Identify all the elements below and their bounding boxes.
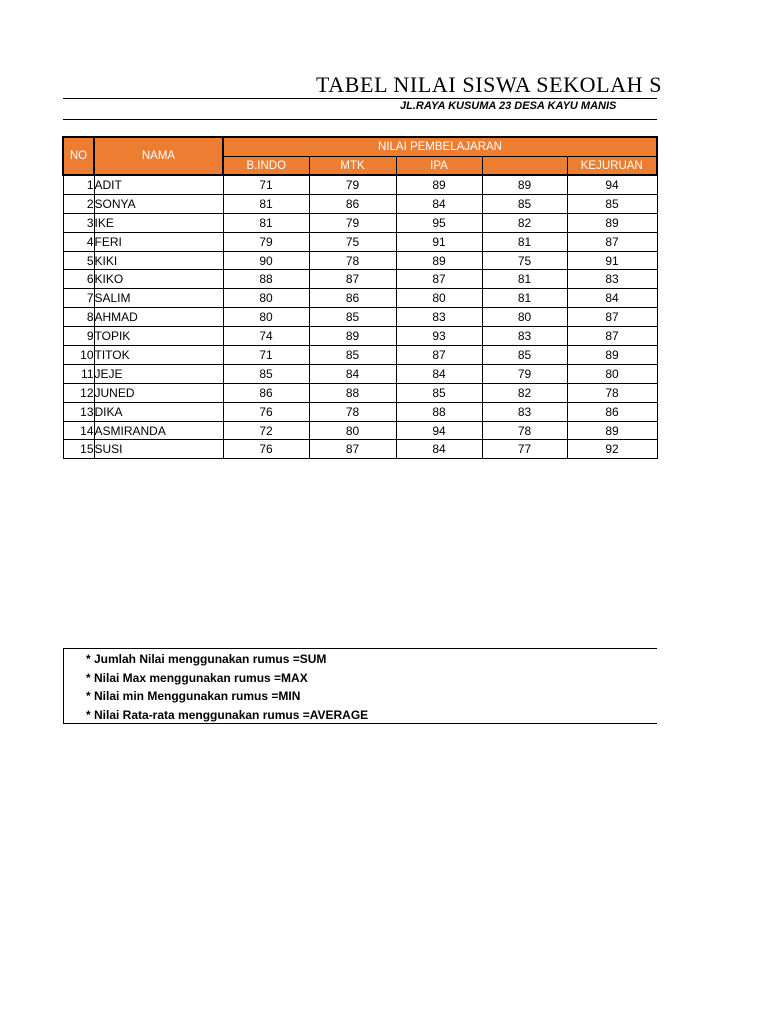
cell-nama[interactable]: JEJE — [94, 364, 223, 383]
cell-score[interactable]: 80 — [309, 421, 396, 440]
cell-nama[interactable]: ADIT — [94, 175, 223, 194]
cell-score[interactable]: 89 — [567, 346, 657, 365]
cell-no[interactable]: 13 — [63, 402, 94, 421]
cell-score[interactable]: 85 — [309, 308, 396, 327]
cell-nama[interactable]: IKE — [94, 213, 223, 232]
cell-score[interactable]: 80 — [223, 308, 309, 327]
cell-score[interactable]: 82 — [482, 383, 567, 402]
cell-score[interactable]: 87 — [567, 232, 657, 251]
table-row — [63, 213, 657, 232]
cell-score[interactable]: 88 — [223, 270, 309, 289]
formula-notes — [63, 648, 657, 724]
cell-no[interactable]: 8 — [63, 308, 94, 327]
cell-score[interactable]: 87 — [567, 327, 657, 346]
cell-score[interactable]: 83 — [567, 270, 657, 289]
cell-score[interactable]: 78 — [309, 402, 396, 421]
cell-score[interactable]: 78 — [482, 421, 567, 440]
grades-table — [62, 136, 658, 459]
cell-score[interactable]: 85 — [309, 346, 396, 365]
cell-score[interactable]: 78 — [309, 251, 396, 270]
note-sum: * Jumlah Nilai menggunakan rumus =SUM — [86, 652, 327, 666]
cell-no[interactable]: 10 — [63, 346, 94, 365]
cell-score[interactable]: 90 — [223, 251, 309, 270]
cell-nama[interactable]: JUNED — [94, 383, 223, 402]
cell-score[interactable]: 84 — [396, 440, 482, 459]
table-row — [63, 327, 657, 346]
cell-no[interactable]: 6 — [63, 270, 94, 289]
cell-score[interactable]: 93 — [396, 327, 482, 346]
cell-score[interactable]: 79 — [309, 175, 396, 194]
page-title: TABEL NILAI SISWA SEKOLAH S — [316, 72, 663, 97]
cell-score[interactable]: 89 — [567, 213, 657, 232]
cell-nama[interactable]: KIKO — [94, 270, 223, 289]
cell-score[interactable]: 95 — [396, 213, 482, 232]
cell-score[interactable]: 84 — [396, 194, 482, 213]
cell-score[interactable]: 80 — [567, 364, 657, 383]
cell-score[interactable]: 83 — [482, 327, 567, 346]
header-nama[interactable]: NAMA — [94, 137, 223, 175]
title-divider — [63, 98, 657, 99]
header-subject-bindo[interactable]: B.INDO — [223, 157, 309, 176]
table-row — [63, 289, 657, 308]
cell-score[interactable]: 81 — [223, 213, 309, 232]
cell-score[interactable]: 89 — [309, 327, 396, 346]
cell-score[interactable]: 87 — [396, 270, 482, 289]
table-row — [63, 175, 657, 194]
cell-score[interactable]: 75 — [309, 232, 396, 251]
cell-score[interactable]: 88 — [396, 402, 482, 421]
cell-score[interactable]: 81 — [482, 270, 567, 289]
header-nilai-pembelajaran[interactable]: NILAI PEMBELAJARAN — [223, 137, 657, 157]
cell-score[interactable]: 79 — [223, 232, 309, 251]
cell-no[interactable]: 15 — [63, 440, 94, 459]
cell-score[interactable]: 94 — [396, 421, 482, 440]
cell-score[interactable]: 84 — [396, 364, 482, 383]
cell-no[interactable]: 12 — [63, 383, 94, 402]
cell-score[interactable]: 81 — [482, 232, 567, 251]
cell-score[interactable]: 91 — [396, 232, 482, 251]
table-row — [63, 440, 657, 459]
note-max: * Nilai Max menggunakan rumus =MAX — [86, 670, 308, 685]
cell-no[interactable]: 14 — [63, 421, 94, 440]
cell-score[interactable]: 85 — [482, 346, 567, 365]
cell-score[interactable]: 89 — [396, 251, 482, 270]
table-row — [63, 194, 657, 213]
cell-score[interactable]: 81 — [482, 289, 567, 308]
cell-nama[interactable]: TOPIK — [94, 327, 223, 346]
header-no[interactable]: NO — [63, 137, 94, 175]
cell-nama[interactable]: DIKA — [94, 402, 223, 421]
cell-score[interactable]: 71 — [223, 346, 309, 365]
cell-score[interactable]: 92 — [567, 440, 657, 459]
cell-score[interactable]: 87 — [567, 308, 657, 327]
cell-score[interactable]: 87 — [309, 440, 396, 459]
cell-score[interactable]: 83 — [396, 308, 482, 327]
cell-no[interactable]: 11 — [63, 364, 94, 383]
cell-score[interactable]: 80 — [482, 308, 567, 327]
cell-nama[interactable]: SALIM — [94, 289, 223, 308]
cell-nama[interactable]: SUSI — [94, 440, 223, 459]
table-row — [63, 251, 657, 270]
cell-score[interactable]: 89 — [396, 175, 482, 194]
cell-score[interactable]: 85 — [567, 194, 657, 213]
school-address: JL.RAYA KUSUMA 23 DESA KAYU MANIS — [400, 100, 617, 112]
cell-no[interactable]: 7 — [63, 289, 94, 308]
cell-score[interactable]: 77 — [482, 440, 567, 459]
cell-score[interactable]: 85 — [482, 194, 567, 213]
cell-score[interactable]: 89 — [482, 175, 567, 194]
cell-score[interactable]: 87 — [309, 270, 396, 289]
cell-no[interactable]: 1 — [63, 175, 94, 194]
table-row — [63, 346, 657, 365]
header-subject-blank[interactable] — [482, 157, 567, 176]
cell-score[interactable]: 72 — [223, 421, 309, 440]
cell-score[interactable]: 82 — [482, 213, 567, 232]
cell-score[interactable]: 76 — [223, 440, 309, 459]
cell-score[interactable]: 78 — [567, 383, 657, 402]
cell-score[interactable]: 81 — [223, 194, 309, 213]
cell-score[interactable]: 86 — [309, 289, 396, 308]
header-subject-kejuruan[interactable]: KEJURUAN — [567, 157, 657, 176]
cell-score[interactable]: 71 — [223, 175, 309, 194]
cell-score[interactable]: 80 — [396, 289, 482, 308]
cell-score[interactable]: 85 — [223, 364, 309, 383]
table-row — [63, 364, 657, 383]
cell-nama[interactable]: KIKI — [94, 251, 223, 270]
cell-score[interactable]: 94 — [567, 175, 657, 194]
note-average: * Nilai Rata-rata menggunakan rumus =AVERAGE — [86, 707, 369, 722]
cell-nama[interactable]: ASMIRANDA — [94, 421, 223, 440]
cell-score[interactable]: 87 — [396, 346, 482, 365]
cell-nama[interactable]: SONYA — [94, 194, 223, 213]
cell-score[interactable]: 83 — [482, 402, 567, 421]
cell-nama[interactable]: AHMAD — [94, 308, 223, 327]
cell-score[interactable]: 74 — [223, 327, 309, 346]
cell-nama[interactable]: TITOK — [94, 346, 223, 365]
table-row — [63, 421, 657, 440]
cell-score[interactable]: 75 — [482, 251, 567, 270]
table-row — [63, 232, 657, 251]
cell-score[interactable]: 91 — [567, 251, 657, 270]
cell-score[interactable]: 88 — [309, 383, 396, 402]
cell-no[interactable]: 2 — [63, 194, 94, 213]
cell-score[interactable]: 86 — [567, 402, 657, 421]
cell-score[interactable]: 84 — [309, 364, 396, 383]
table-row — [63, 270, 657, 289]
header-subject-mtk[interactable]: MTK — [309, 157, 396, 176]
cell-no[interactable]: 3 — [63, 213, 94, 232]
cell-score[interactable]: 86 — [309, 194, 396, 213]
cell-score[interactable]: 85 — [396, 383, 482, 402]
cell-score[interactable]: 89 — [567, 421, 657, 440]
header-subject-ipa[interactable]: IPA — [396, 157, 482, 176]
table-row — [63, 383, 657, 402]
note-min: * Nilai min Menggunakan rumus =MIN — [86, 689, 301, 703]
cell-nama[interactable]: FERI — [94, 232, 223, 251]
cell-score[interactable]: 80 — [223, 289, 309, 308]
table-row — [63, 402, 657, 421]
table-row — [63, 308, 657, 327]
address-divider — [63, 119, 657, 120]
cell-no[interactable]: 5 — [63, 251, 94, 270]
cell-no[interactable]: 4 — [63, 232, 94, 251]
cell-score[interactable]: 84 — [567, 289, 657, 308]
cell-score[interactable]: 76 — [223, 402, 309, 421]
cell-score[interactable]: 79 — [309, 213, 396, 232]
cell-score[interactable]: 79 — [482, 364, 567, 383]
cell-score[interactable]: 86 — [223, 383, 309, 402]
cell-no[interactable]: 9 — [63, 327, 94, 346]
